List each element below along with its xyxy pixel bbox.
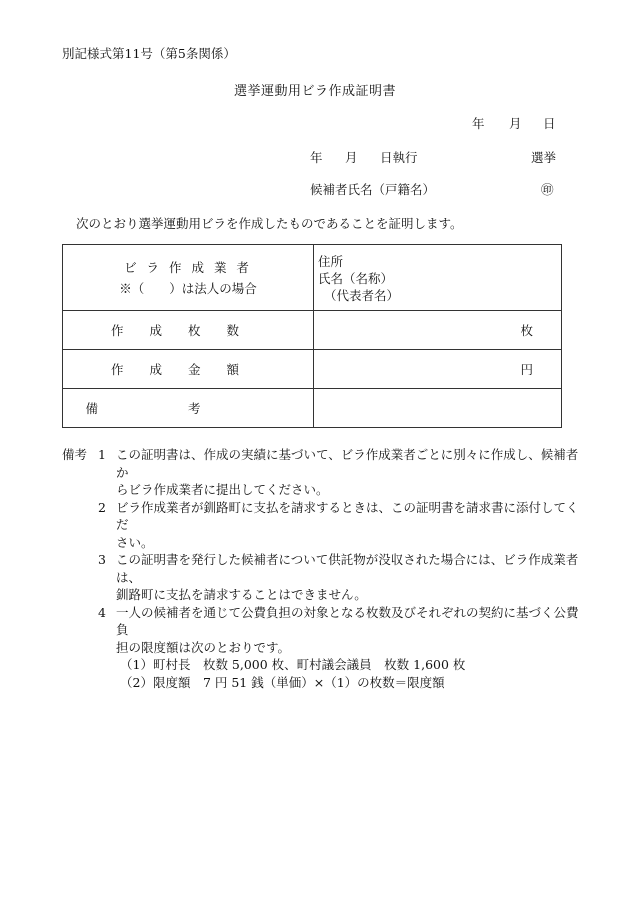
election-label: 選挙 (531, 150, 557, 165)
amount-label: 作成金額 (110, 362, 265, 377)
producer-row (63, 245, 562, 311)
seal-mark: ㊞ (541, 182, 554, 197)
notes-heading: 備考 (62, 447, 88, 462)
address-label: 住所 (318, 254, 344, 269)
form-number: 別記様式第11号（第5条関係） (62, 46, 236, 61)
election-day-exec: 日執行 (380, 150, 418, 165)
date-month: 月 (509, 116, 522, 131)
date-day: 日 (543, 116, 556, 131)
note-item: 3 この証明書を発行した候補者について供託物が没収された場合には、ビラ作成業者は、 釧路町に支払を請求することはできません。 (98, 552, 579, 602)
count-unit: 枚 (520, 323, 533, 338)
note-item: 2 ビラ作成業者が釧路町に支払を請求するときは、この証明書を請求書に添付してくだ さい。 (98, 499, 579, 550)
name-label: 氏名（名称） (318, 271, 394, 286)
amount-value-cell (314, 350, 562, 389)
note-item: 備考 1 この証明書は、作成の実績に基づいて、ビラ作成業者ごとに別々に作成し、候補者か らビラ作成業者に提出してください。 (62, 447, 579, 497)
notes-section (62, 446, 582, 691)
amount-unit: 円 (520, 362, 533, 377)
remarks-value-cell (314, 389, 562, 428)
amount-row (63, 350, 562, 389)
producer-info-cell (314, 245, 562, 311)
note-sub-item: （2）限度額 7 円 51 銭（単価）×（1）の枚数＝限度額 (120, 674, 445, 690)
producer-label: ビ ラ 作 成 業 者 (124, 260, 252, 275)
note-sub-item: （1）町村長 枚数 5,000 枚、町村議会議員 枚数 1,600 枚 (120, 657, 466, 672)
intro-text: 次のとおり選挙運動用ビラを作成したものであることを証明します。 (76, 216, 463, 231)
producer-note: ※（ ）は法人の場合 (119, 281, 257, 296)
remarks-label: 備考 (85, 401, 291, 416)
count-row (63, 311, 562, 350)
representative-label: （代表者名） (324, 288, 400, 303)
producer-label-cell (63, 245, 314, 311)
count-value-cell (314, 311, 562, 350)
count-label: 作成枚数 (110, 323, 265, 338)
election-year: 年 (310, 150, 323, 165)
date-year: 年 (472, 116, 485, 131)
note-item: 4 一人の候補者を通じて公費負担の対象となる枚数及びそれぞれの契約に基づく公費負 担の限度額は次のとおりです。 (98, 604, 579, 655)
remarks-row (63, 389, 562, 428)
candidate-name-label: 候補者氏名（戸籍名） (310, 182, 436, 197)
document-title: 選挙運動用ビラ作成証明書 (233, 84, 396, 99)
election-month: 月 (345, 150, 358, 165)
certificate-table (62, 244, 562, 428)
